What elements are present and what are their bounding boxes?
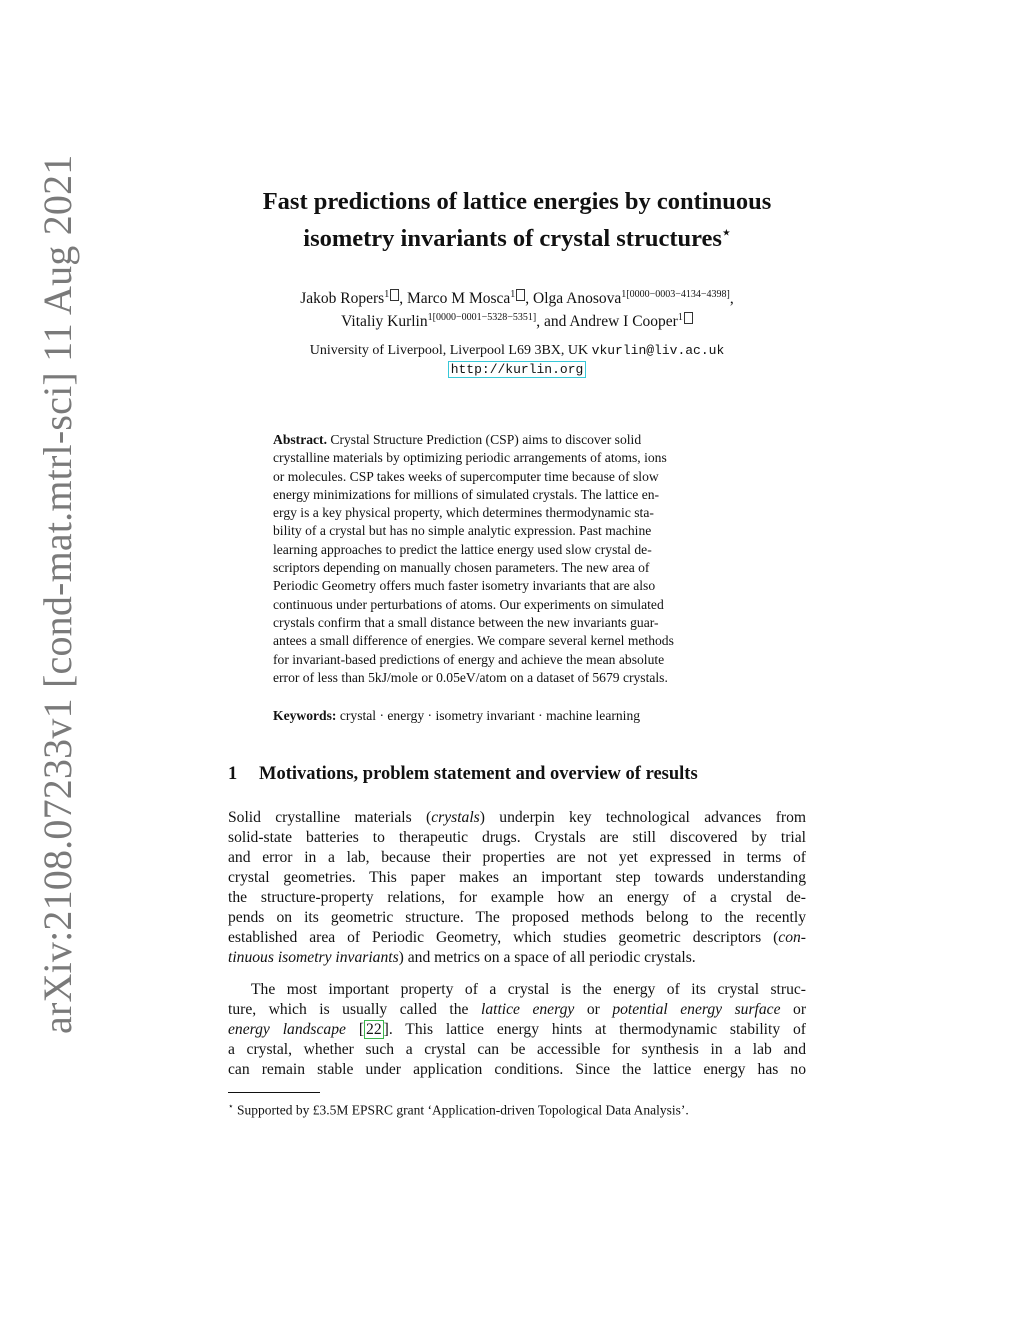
paper-title: [188, 186, 846, 255]
abstract-line: crystalline materials by optimizing periodic arrangements of atoms, ions: [273, 450, 667, 466]
abstract-line: Periodic Geometry offers much faster isometry invariants that are also: [273, 578, 656, 594]
author-ropers: Jakob Ropers: [300, 290, 385, 308]
text-line: a crystal, whether such a crystal can be accessible for synthesis in a lab and: [228, 1041, 806, 1058]
text-line: can remain stable under application conditions. Since the lattice energy has no: [228, 1061, 806, 1078]
abstract-line: scriptors depending on manually chosen parameters. The new area of: [273, 560, 650, 576]
text-line: energy landscape [ 22 ]. This lattice energy hints at thermodynamic stability of: [228, 1021, 806, 1038]
abstract-line: crystals confirm that a small distance between the new invariants guar-: [273, 614, 659, 630]
paragraph-2: [228, 980, 806, 1080]
footnote-divider: [228, 1092, 320, 1093]
keywords: [273, 707, 760, 725]
title-line-1: Fast predictions of lattice energies by continuous: [262, 188, 772, 215]
abstract-line: energy minimizations for millions of simulated crystals. The lattice en-: [273, 486, 660, 502]
text-line: and error in a lab, because their properties are not yet expressed in terms of: [228, 849, 806, 866]
abstract-line: or molecules. CSP takes weeks of supercomputer time because of slow: [273, 468, 659, 484]
section-heading: [228, 762, 806, 786]
abstract-line: learning approaches to predict the lattice energy used slow crystal de-: [273, 541, 652, 557]
abstract-line: error of less than 5kJ/mole or 0.05eV/atom on a dataset of 5679 crystals.: [273, 669, 668, 685]
author-mosca: Marco M Mosca: [406, 290, 511, 308]
abstract-line: continuous under perturbations of atoms. Our experiments on simulated: [273, 596, 664, 612]
abstract-label: Abstract.: [273, 432, 327, 447]
abstract-line: bility of a crystal but has no simple analytic expression. Past machine: [273, 523, 652, 539]
text-line: crystal geometries. This paper makes an important step towards understanding: [228, 869, 806, 886]
author-anosova: Olga Anosova: [533, 290, 622, 308]
arxiv-identifier-stamp: arXiv:2108.07233v1 [cond-mat.mtrl-sci] 11 Aug 2021: [35, 154, 80, 1034]
orcid-icon[interactable]: [516, 289, 525, 301]
email-address[interactable]: vkurlin@liv.ac.uk: [591, 343, 725, 358]
text-line: solid-state batteries to therapeutic drugs. Crystals are still discovered by trial: [228, 829, 806, 846]
author-list: Jakob Ropers$^1$ , Marco M Mosca$^1$ , Olga Anosova$^{1[0000-0003-4134-4398]}$, Vitaliy Kurlin$^{1[0000-0001-5328-5351]}$, and Andrew I Cooper$^1$: [300, 289, 734, 331]
text-line: the structure-property relations, for example how an energy of a crystal de-: [228, 889, 806, 906]
text-line: pends on its geometric structure. The proposed methods belong to the recently: [228, 909, 806, 926]
author-cooper: Andrew I Cooper: [569, 313, 678, 331]
affiliation-text: University of Liverpool, Liverpool L69 3BX, UK: [309, 343, 589, 358]
text-line: The most important property of a crystal is the energy of its crystal struc-: [251, 981, 806, 998]
text-line: tinuous isometry invariants) and metrics on a space of all periodic crystals.: [228, 949, 696, 966]
paragraph-1: [228, 808, 806, 968]
abstract: [273, 431, 760, 687]
keywords-label: Keywords:: [273, 708, 337, 723]
citation-link[interactable]: 22: [366, 1021, 382, 1038]
text-line: established area of Periodic Geometry, which studies geometric descriptors (con-: [228, 929, 806, 946]
abstract-line: Abstract. Crystal Structure Prediction (CSP) aims to discover solid: [273, 432, 642, 447]
footnote-text: Supported by £3.5M EPSRC grant ‘Application-driven Topological Data Analysis’.: [233, 1102, 689, 1118]
abstract-line: ergy is a key physical property, which determines thermodynamic sta-: [273, 505, 654, 521]
homepage-link[interactable]: http://kurlin.org: [448, 361, 587, 378]
footnote: [228, 1097, 828, 1120]
orcid-icon[interactable]: [390, 289, 399, 301]
keywords-text: crystal · energy · isometry invariant · machine learning: [336, 708, 641, 723]
text-line: Solid crystalline materials (crystals) underpin key technological advances from: [228, 809, 807, 826]
title-line-2: isometry invariants of crystal structures: [303, 225, 722, 253]
abstract-line: for invariant-based predictions of energy and achieve the mean absolute: [273, 651, 665, 667]
section-number: 1: [228, 764, 238, 784]
text-line: ture, which is usually called the lattice energy or potential energy surface or: [228, 1001, 807, 1018]
footnote-mark: ⋆: [228, 1101, 234, 1111]
abstract-line: antees a small difference of energies. We compare several kernel methods: [273, 633, 674, 649]
author-kurlin: Vitaliy Kurlin: [341, 313, 428, 331]
affiliation: [228, 341, 806, 379]
orcid-icon[interactable]: [684, 312, 693, 324]
title-footnote-mark: ⋆: [721, 226, 731, 241]
section-title: Motivations, problem statement and overview of results: [259, 764, 698, 784]
